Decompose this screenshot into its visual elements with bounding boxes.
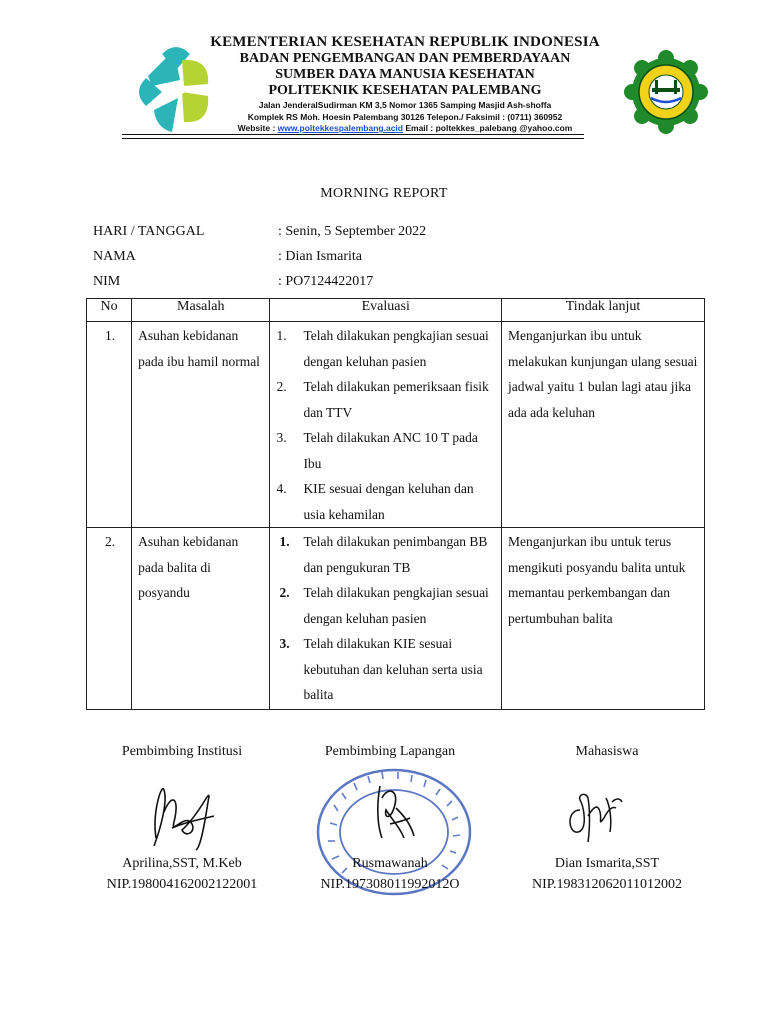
signature-block-mahasiswa: [512, 744, 702, 892]
info-label: NIM: [93, 274, 121, 289]
signature-block-lapangan: [300, 744, 480, 892]
evaluasi-list: [276, 323, 497, 527]
poltekkes-seal-icon: [624, 50, 708, 134]
signer-name: Dian Ismarita,SST: [554, 856, 660, 871]
signature-scribble-icon: [562, 776, 624, 846]
list-item: [276, 631, 497, 708]
list-item: [276, 323, 497, 374]
item-text: Telah dilakukan KIE sesuai kebutuhan dan keluhan serta usia balita: [303, 636, 483, 702]
info-value: : PO7124422017: [278, 274, 374, 289]
info-label: HARI / TANGGAL: [93, 224, 205, 239]
website-link[interactable]: www.poltekkespalembang.acid: [277, 123, 403, 133]
info-label: NAMA: [93, 249, 136, 264]
report-table: [86, 298, 705, 710]
table-header-row: [87, 299, 705, 322]
list-item: [276, 425, 497, 476]
institution-name: POLITEKNIK KESEHATAN PALEMBANG: [268, 83, 542, 98]
item-number: 2.: [279, 585, 290, 600]
list-item: [276, 374, 497, 425]
signer-nip: NIP.198004162002122001: [106, 877, 258, 892]
list-item: [276, 529, 497, 580]
contact-line: [200, 123, 610, 134]
report-title: MORNING REPORT: [320, 186, 448, 201]
letterhead-rule: [122, 134, 584, 135]
item-number: 1.: [279, 534, 290, 549]
row-number: 2.: [87, 528, 132, 710]
item-text: Telah dilakukan ANC 10 T pada Ibu: [303, 430, 478, 471]
agency-line-1: BADAN PENGEMBANGAN DAN PEMBERDAYAAN: [239, 51, 571, 66]
signature-scribble-icon: [370, 778, 420, 844]
ministry-name: KEMENTERIAN KESEHATAN REPUBLIK INDONESIA: [210, 34, 600, 50]
address-line-1: Jalan JenderalSudirman KM 3,5 Nomor 1365 Samping Masjid Ash-shoffa: [258, 100, 552, 110]
evaluasi-cell: [270, 528, 502, 710]
info-value: : Senin, 5 September 2022: [278, 224, 427, 239]
tindak-lanjut-cell: Menganjurkan ibu untuk terus mengikuti posyandu balita untuk memantau perkembangan dan pertumbuhan balita: [502, 528, 705, 710]
masalah-cell: Asuhan kebidanan pada balita di posyandu: [132, 528, 270, 710]
tindak-lanjut-cell: Menganjurkan ibu untuk melakukan kunjungan ulang sesuai jadwal yaitu 1 bulan lagi atau jika ada ada keluhan: [502, 322, 705, 528]
item-number: 1.: [276, 328, 287, 343]
masalah-cell: Asuhan kebidanan pada ibu hamil normal: [132, 322, 270, 528]
signer-nip: NIP.197308011992012O: [320, 877, 460, 892]
row-number: 1.: [87, 322, 132, 528]
signer-nip: NIP.198312062011012002: [532, 877, 682, 892]
item-text: KIE sesuai dengan keluhan dan usia kehamilan: [303, 481, 474, 522]
column-header-no: No: [87, 299, 132, 322]
signature-block-institusi: [92, 744, 272, 892]
item-number: 3.: [279, 636, 290, 651]
list-item: [276, 580, 497, 631]
signer-name: Aprilina,SST, M.Keb: [122, 856, 242, 871]
table-row: [87, 528, 705, 710]
website-label: Website :: [237, 123, 278, 133]
signer-role: Mahasiswa: [575, 744, 639, 759]
info-value: : Dian Ismarita: [278, 249, 362, 264]
item-number: 4.: [276, 481, 287, 496]
letterhead: [200, 34, 610, 134]
column-header-masalah: Masalah: [132, 299, 270, 322]
signer-name: Rusmawanah: [352, 856, 428, 871]
email-text: Email : poltekkes_palebang @yahoo.com: [402, 123, 573, 133]
letterhead-rule-thin: [122, 138, 584, 139]
signature-scribble-icon: [142, 772, 226, 852]
item-text: Telah dilakukan pemeriksaan fisik dan TTV: [303, 379, 489, 420]
evaluasi-list: [276, 529, 497, 708]
agency-line-2: SUMBER DAYA MANUSIA KESEHATAN: [275, 67, 535, 82]
list-item: [276, 476, 497, 527]
column-header-tindak-lanjut: Tindak lanjut: [502, 299, 705, 322]
item-text: Telah dilakukan pengkajian sesuai dengan keluhan pasien: [303, 585, 489, 626]
item-number: 3.: [276, 430, 287, 445]
address-line-2: Komplek RS Moh. Hoesin Palembang 30126 Telepon./ Faksimil : (0711) 360952: [247, 112, 563, 122]
signer-role: Pembimbing Lapangan: [324, 744, 456, 759]
item-text: Telah dilakukan penimbangan BB dan pengukuran TB: [303, 534, 488, 575]
item-number: 2.: [276, 379, 287, 394]
signer-role: Pembimbing Institusi: [121, 744, 243, 759]
column-header-evaluasi: Evaluasi: [270, 299, 502, 322]
item-text: Telah dilakukan pengkajian sesuai dengan keluhan pasien: [303, 328, 489, 369]
evaluasi-cell: [270, 322, 502, 528]
table-row: [87, 322, 705, 528]
